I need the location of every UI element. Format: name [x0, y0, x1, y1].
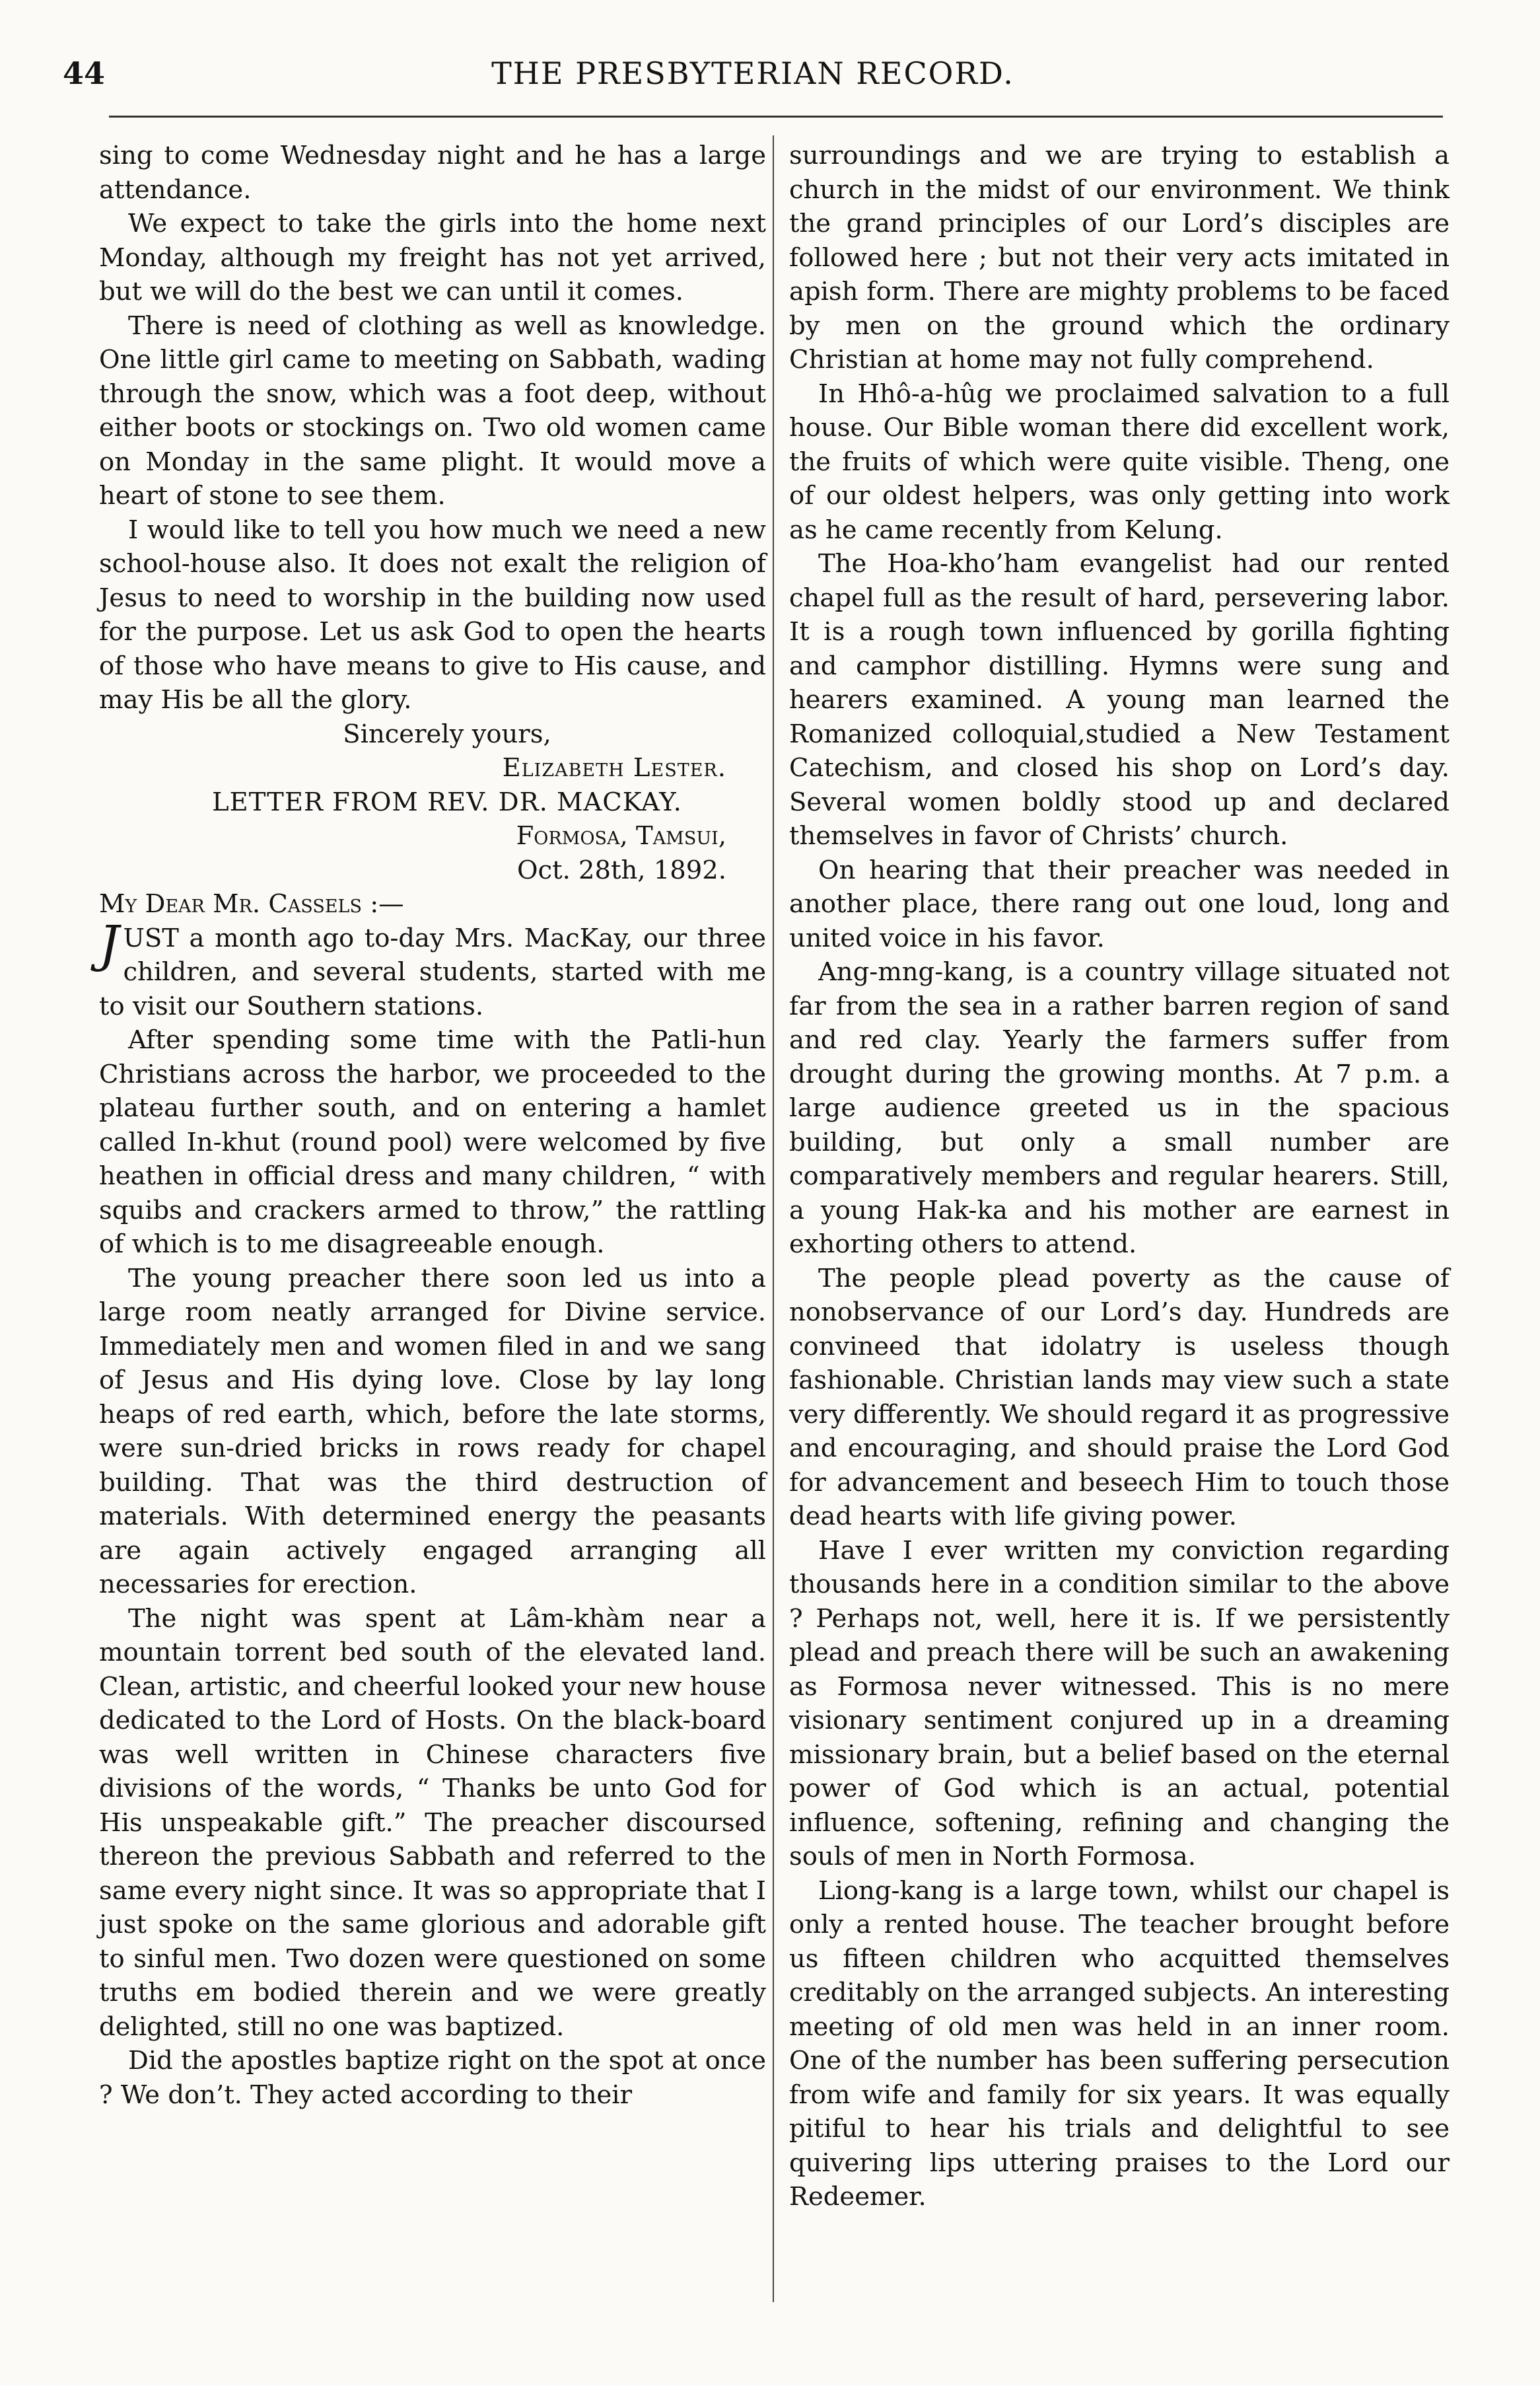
- left-column: [99, 139, 766, 2112]
- paragraph: surroundings and we are trying to establish a church in the midst of our environment. We think the grand principles of our Lord’s disciples are followed here ; but not their very acts imitated in apish form. There are mighty problems to be faced by men on the ground which the ordinary Christian at home may not fully comprehend.: [789, 141, 1450, 375]
- letter-signature: Elizabeth Lester.: [502, 753, 726, 783]
- paragraph: After spending some time with the Patli-hun Christians across the harbor, we proceeded to the plateau further south, and on entering a hamlet called In-khut (round pool) were welcomed by five heathen in official dress and many children, “ with squibs and crackers armed to throw,” the rattling of which is to me disagreeable enough.: [99, 1025, 766, 1259]
- paragraph: The people plead poverty as the cause of nonobservance of our Lord’s day. Hundreds are convineed that idolatry is useless though fashionable. Christian lands may view such a state very differently. We should regard it as progressive and encouraging, and should praise the Lord God for advancement and beseech Him to touch those dead hearts with life giving power.: [789, 1263, 1450, 1531]
- paragraph-text: UST a month ago to-day Mrs. MacKay, our three children, and several students, started with me to visit our Southern stations.: [99, 923, 766, 1021]
- paragraph: In Hhô-a-hûg we proclaimed salvation to a full house. Our Bible woman there did excellent work, the fruits of which were quite visible. Theng, one of our oldest helpers, was only getting into work as he came recently from Kelung.: [789, 379, 1450, 545]
- paragraph: Have I ever written my conviction regarding thousands here in a condition similar to the above ? Perhaps not, well, here it is. If we persistently plead and preach there will be such an awakening as Formosa never witnessed. This is no mere visionary sentiment conjured up in a dreaming missionary brain, but a belief based on the eternal power of God which is an actual, potential influence, softening, refining and changing the souls of men in North Formosa.: [789, 1535, 1450, 1871]
- running-title: THE PRESBYTERIAN RECORD.: [491, 55, 1014, 91]
- paragraph: The Hoa-kho’ham evangelist had our rented chapel full as the result of hard, persevering labor. It is a rough town influenced by gorilla fighting and camphor distilling. Hymns were sung and hearers examined. A young man learned the Romanized colloquial,studied a New Testament Catechism, and closed his shop on Lord’s day. Several women boldly stood up and declared themselves in favor of Christs’ church.: [789, 549, 1450, 851]
- paragraph: The young preacher there soon led us into a large room neatly arranged for Divine service. Immediately men and women filed in and we sang of Jesus and His dying love. Close by lay long heaps of red earth, which, before the late storms, were sun-dried bricks in rows ready for chapel building. That was the third destruction of materials. With determined energy the peasants are again actively engaged arranging all necessaries for erection.: [99, 1263, 766, 1599]
- paragraph: Liong-kang is a large town, whilst our chapel is only a rented house. The teacher brought before us fifteen children who acquitted themselves creditably on the arranged subjects. An interesting meeting of old men was held in an inner room. One of the number has been suffering persecution from wife and family for six years. It was equally pitiful to hear his trials and delightful to see quivering lips uttering praises to the Lord our Redeemer.: [789, 1875, 1450, 2212]
- right-column: [789, 139, 1450, 2214]
- paragraph: The night was spent at Lâm-khàm near a mountain torrent bed south of the elevated land. Clean, artistic, and cheerful looked your new house dedicated to the Lord of Hosts. On the black-board was well written in Chinese characters five divisions of the words, “ Thanks be unto God for His unspeakable gift.” The preacher discoursed thereon the previous Sabbath and referred to the same every night since. It was so appropriate that I just spoke on the same glorious and adorable gift to sinful men. Two dozen were questioned on some truths em bodied therein and we were greatly delighted, still no one was baptized.: [99, 1603, 766, 2042]
- page-number: 44: [63, 55, 106, 91]
- column-divider: [773, 135, 774, 2302]
- page-header: [63, 48, 1443, 120]
- paragraph: sing to come Wednesday night and he has a large attendance.: [99, 141, 766, 205]
- paragraph: Ang-mng-kang, is a country village situated not far from the sea in a rather barren region of sand and red clay. Yearly the farmers suffer from drought during the growing months. At 7 p.m. a large audience greeted us in the spacious building, but only a small number are comparatively members and regular hearers. Still, a young Hak-ka and his mother are earnest in exhorting others to attend.: [789, 957, 1450, 1259]
- paragraph: Did the apostles baptize right on the spot at once ? We don’t. They acted according to their: [99, 2046, 766, 2110]
- letter-date: Oct. 28th, 1892.: [516, 855, 726, 885]
- letter-salutation: My Dear Mr. Cassels :—: [99, 889, 404, 919]
- section-heading: LETTER FROM REV. DR. MACKAY.: [212, 787, 682, 817]
- paragraph: [99, 914, 766, 1024]
- letter-place: Formosa, Tamsui,: [516, 821, 726, 851]
- letter-signoff: Sincerely yours,: [343, 719, 551, 749]
- drop-cap: J: [99, 914, 120, 973]
- paragraph: I would like to tell you how much we need a new school-house also. It does not exalt the religion of Jesus to need to worship in the building now used for the purpose. Let us ask God to open the hearts of those who have means to give to His cause, and may His be all the glory.: [99, 515, 766, 715]
- header-rule: [109, 116, 1443, 118]
- paragraph: We expect to take the girls into the home next Monday, although my freight has not yet arrived, but we will do the best we can until it comes.: [99, 209, 766, 307]
- paragraph: On hearing that their preacher was needed in another place, there rang out one loud, long and united voice in his favor.: [789, 855, 1450, 953]
- paragraph: There is need of clothing as well as knowledge. One little girl came to meeting on Sabbath, wading through the snow, which was a foot deep, without either boots or stockings on. Two old women came on Monday in the same plight. It would move a heart of stone to see them.: [99, 310, 766, 511]
